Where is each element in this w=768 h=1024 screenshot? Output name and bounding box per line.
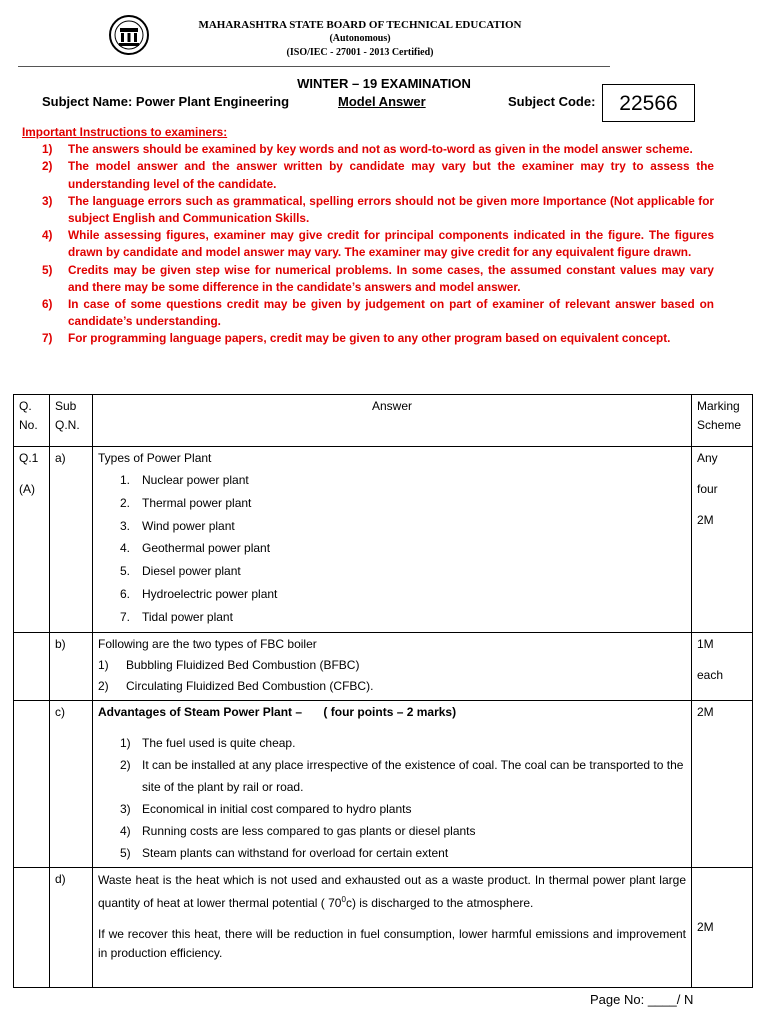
list-item <box>98 676 686 697</box>
header-text: Q. <box>19 399 32 413</box>
answer-cell <box>93 700 692 867</box>
instruction-text: The model answer and the answer written by candidate may vary but the examiner may try to assess the understanding level of the candidate. <box>68 159 714 191</box>
instruction-item <box>22 262 714 296</box>
list-number: 4. <box>120 541 131 556</box>
instruction-text: Credits may be given step wise for numerical problems. In some cases, the assumed constant values may vary and there may be some difference in the candidate’s answers and model answer. <box>68 262 714 294</box>
header-text: No. <box>19 418 38 432</box>
marks-text: four <box>697 482 718 496</box>
table-row <box>14 700 753 867</box>
header-answer: Answer <box>93 395 692 447</box>
list-number: 2) <box>98 678 109 693</box>
instruction-item <box>22 158 714 192</box>
heat-recovery-paragraph: If we recover this heat, there will be reduction in fuel consumption, lower harmful emissions and improvement in production efficiency. <box>98 926 686 960</box>
table-row <box>14 447 753 633</box>
answer-cell <box>93 632 692 700</box>
list-number: 2. <box>120 495 131 510</box>
instructions-list <box>22 141 714 347</box>
power-plant-list <box>98 469 686 629</box>
marks-cell <box>692 632 753 700</box>
advantages-list <box>98 732 686 864</box>
qno-cell <box>14 632 50 700</box>
header-text: Sub <box>55 399 77 413</box>
list-item <box>120 820 686 842</box>
instruction-item <box>22 296 714 330</box>
header-text: Marking <box>697 399 740 413</box>
examiner-instructions <box>22 124 714 348</box>
list-item <box>120 515 686 538</box>
table-header-row <box>14 395 753 447</box>
qno-cell <box>14 447 50 633</box>
exam-title: WINTER – 19 EXAMINATION <box>297 76 471 91</box>
instruction-item <box>22 330 714 347</box>
header-subqno <box>50 395 93 447</box>
instruction-text: The answers should be examined by key words and not as word-to-word as given in the model answer scheme. <box>68 142 693 157</box>
list-item <box>120 798 686 820</box>
header-qno <box>14 395 50 447</box>
list-item <box>120 560 686 583</box>
fbc-list <box>98 655 686 697</box>
list-number: 6. <box>120 586 131 601</box>
instruction-number: 3) <box>42 193 53 208</box>
question-part: (A) <box>19 482 35 496</box>
marks-cell <box>692 447 753 633</box>
advantages-note: ( four points – 2 marks) <box>323 704 457 719</box>
marks-text: 2M <box>697 920 714 935</box>
sub-cell: d) <box>50 867 93 987</box>
list-text: It can be installed at any place irrespective of the existence of coal. The coal can be transported to the site of the plant by rail or road. <box>142 757 684 794</box>
instruction-number: 5) <box>42 262 53 277</box>
board-heading <box>160 18 560 60</box>
sub-cell: b) <box>50 632 93 700</box>
list-number: 1) <box>120 735 131 750</box>
qno-cell <box>14 867 50 987</box>
header-marking <box>692 395 753 447</box>
question-number: Q.1 <box>19 451 39 465</box>
instruction-text: In case of some questions credit may be given by judgement on part of examiner of relevant answer based on candidate’s understanding. <box>68 297 714 329</box>
board-name: MAHARASHTRA STATE BOARD OF TECHNICAL EDUCATION <box>198 19 522 31</box>
marks-cell: 2M <box>692 700 753 867</box>
list-text: Thermal power plant <box>142 495 252 510</box>
list-text: Economical in initial cost compared to hydro plants <box>142 801 412 816</box>
header-text: Scheme <box>697 418 742 432</box>
msbte-logo-icon <box>108 14 150 56</box>
list-number: 1) <box>98 657 109 672</box>
autonomous-label: (Autonomous) <box>329 33 391 44</box>
instruction-number: 6) <box>42 297 53 312</box>
list-text: Tidal power plant <box>142 609 233 624</box>
sub-cell: a) <box>50 447 93 633</box>
instruction-text: For programming language papers, credit may be given to any other program based on equivalent concept. <box>68 331 671 346</box>
instruction-item <box>22 141 714 158</box>
list-text: Running costs are less compared to gas plants or diesel plants <box>142 823 476 838</box>
answer-heading: Following are the two types of FBC boiler <box>98 636 317 651</box>
list-text: Nuclear power plant <box>142 473 249 487</box>
list-item <box>120 583 686 606</box>
instruction-item <box>22 227 714 261</box>
page-number: Page No: ____/ N <box>590 992 694 1007</box>
list-text: Wind power plant <box>142 518 235 533</box>
list-number: 2) <box>120 757 131 772</box>
qno-cell <box>14 700 50 867</box>
instruction-item <box>22 193 714 227</box>
marks-text: Any <box>697 451 718 465</box>
waste-heat-paragraph <box>98 871 686 913</box>
answer-table <box>13 394 753 988</box>
list-item <box>120 492 686 515</box>
paragraph-text: Waste heat is the heat which is not used and exhausted out as a waste product. In thermal power plant large quantity of heat at lower thermal potential ( 70 <box>98 872 686 910</box>
marks-text: each <box>697 667 724 682</box>
subject-code-box: 22566 <box>602 84 695 122</box>
instruction-number: 4) <box>42 228 53 243</box>
table-row <box>14 632 753 700</box>
superscript-text: 0 <box>341 894 346 904</box>
list-number: 5. <box>120 564 131 579</box>
instruction-number: 1) <box>42 142 53 157</box>
list-item <box>120 469 686 492</box>
table-row <box>14 867 753 987</box>
list-text: Bubbling Fluidized Bed Combustion (BFBC) <box>126 657 360 672</box>
answer-cell <box>93 447 692 633</box>
answer-heading <box>98 704 686 720</box>
model-answer-label: Model Answer <box>338 94 426 109</box>
marks-cell <box>692 867 753 987</box>
header-divider <box>18 66 610 67</box>
paragraph-text: c) is discharged to the atmosphere. <box>345 895 534 910</box>
list-item <box>120 842 686 864</box>
list-number: 1. <box>120 473 131 487</box>
document-header <box>0 0 768 68</box>
list-text: Geothermal power plant <box>142 541 271 556</box>
instruction-number: 7) <box>42 331 53 346</box>
subject-code-label: Subject Code: <box>508 94 596 109</box>
answer-cell <box>93 867 692 987</box>
list-number: 3) <box>120 801 131 816</box>
list-text: Circulating Fluidized Bed Combustion (CFBC). <box>126 678 374 693</box>
instruction-number: 2) <box>42 159 53 174</box>
list-item <box>120 537 686 560</box>
list-number: 3. <box>120 518 131 533</box>
sub-cell: c) <box>50 700 93 867</box>
list-number: 5) <box>120 845 131 860</box>
instructions-title: Important Instructions to examiners: <box>22 125 228 139</box>
instruction-text: While assessing figures, examiner may give credit for principal components indicated in the figure. The figures drawn by candidate and model answer may vary. The examiner may give credit for any equivalent figure drawn. <box>68 228 714 260</box>
list-item <box>98 655 686 676</box>
list-text: Diesel power plant <box>142 564 241 579</box>
list-number: 7. <box>120 609 131 624</box>
subject-name: Subject Name: Power Plant Engineering <box>42 94 290 109</box>
list-number: 4) <box>120 823 131 838</box>
list-item <box>120 732 686 754</box>
list-text: Steam plants can withstand for overload for certain extent <box>142 845 449 860</box>
answer-heading: Types of Power Plant <box>98 451 212 465</box>
list-text: Hydroelectric power plant <box>142 586 278 601</box>
list-item <box>120 754 686 798</box>
header-text: Q.N. <box>55 418 80 432</box>
list-text: The fuel used is quite cheap. <box>142 735 296 750</box>
list-item <box>120 606 686 629</box>
advantages-heading: Advantages of Steam Power Plant – <box>98 704 303 719</box>
instruction-text: The language errors such as grammatical, spelling errors should not be given more Importance (Not applicable for subject English and Communication Skills. <box>68 193 714 226</box>
marks-text: 1M <box>697 636 714 651</box>
certification-label: (ISO/IEC - 27001 - 2013 Certified) <box>286 47 434 58</box>
marks-text: 2M <box>697 513 714 527</box>
